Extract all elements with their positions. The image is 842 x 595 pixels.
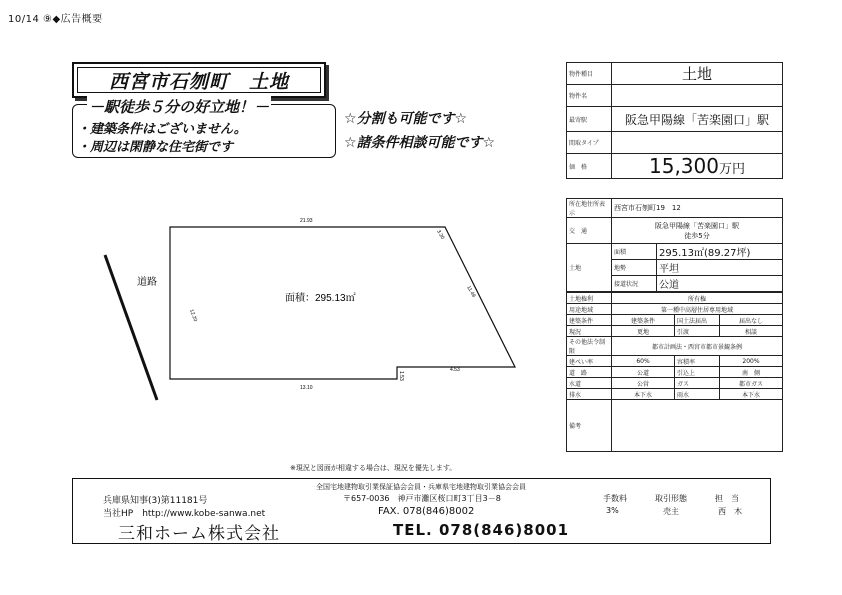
detail-label: その他法令制限 [567, 337, 612, 356]
detail-value: 200% [720, 356, 783, 367]
company-address: 〒657-0036 神戸市灘区桜口町3丁目3－8 [343, 494, 501, 503]
detail-label: 建築条件 [567, 315, 612, 326]
page-header: 10/14 ⑨◆広告概要 [8, 14, 103, 25]
fee-value: 3% [606, 506, 619, 515]
detail-value: 公道 [612, 367, 675, 378]
road-label: 道路 [137, 277, 157, 288]
land-label: 土地 [567, 244, 612, 292]
detail-label: 容積率 [675, 356, 720, 367]
company-fax: FAX. 078(846)8002 [378, 506, 475, 517]
area-label: 面積 [612, 244, 657, 260]
promo-headline: －駅徒歩５分の好立地！－ [89, 98, 270, 116]
detail-value: 建築条件 [612, 315, 675, 326]
address-value: 西宮市石刎町19 12 [612, 199, 783, 218]
footer-box [72, 478, 771, 544]
detail-value: 都市ガス [720, 378, 783, 389]
promo-line-conditions: ・建築条件はございません。 [77, 122, 247, 137]
traffic-cell [612, 218, 783, 244]
row-value-station: 阪急甲陽線「苦楽園口」駅 [612, 107, 783, 132]
detail-label: ガス [675, 378, 720, 389]
detail-label: 土地権利 [567, 293, 612, 304]
detail-value: 公営 [612, 378, 675, 389]
detail-label: 国土法届出 [675, 315, 720, 326]
detail-value: 南 側 [720, 367, 783, 378]
row-label-layout: 間取タイプ [567, 132, 612, 154]
price-cell [612, 154, 783, 179]
shape-value: 平坦 [657, 260, 783, 276]
staff-value: 西 木 [718, 507, 742, 516]
row-label-station: 最寄駅 [567, 107, 612, 132]
mode-label: 取引形態 [655, 494, 687, 503]
area-label: 面積：295.13㎡ [285, 293, 356, 304]
detail-label: 水道 [567, 378, 612, 389]
traffic-line-2: 徒歩5分 [684, 231, 710, 240]
promo-line-neighborhood: ・周辺は閑静な住宅街です [77, 140, 234, 155]
area-value: 295.13㎡(89.27坪) [657, 244, 783, 260]
promo-box [72, 98, 336, 158]
dim-right-top: 3.20 [435, 229, 446, 241]
dim-step: 4.53 [450, 367, 460, 373]
address-label: 所在地住所表示 [567, 199, 612, 218]
detail-label: 引渡 [675, 326, 720, 337]
row-label-price: 価 格 [567, 154, 612, 179]
company-tel: TEL. 078(846)8001 [393, 521, 570, 539]
summary-table [566, 62, 783, 179]
remarks-label: 備考 [567, 400, 612, 452]
price-unit: 万円 [718, 162, 745, 177]
detail-value: 第一種中高層住居専用地域 [612, 304, 783, 315]
traffic-line-1: 阪急甲陽線「苦楽園口」駅 [655, 221, 739, 230]
title-box [72, 62, 326, 98]
detail-label: 道 路 [567, 367, 612, 378]
detail-value: 60% [612, 356, 675, 367]
footnote: ※現況と図面が相違する場合は、現況を優先します。 [290, 464, 457, 472]
detail-value: 更地 [612, 326, 675, 337]
dim-top: 21.93 [300, 218, 313, 224]
row-label-name: 物件名 [567, 85, 612, 107]
row-value-type: 土地 [612, 63, 783, 85]
property-title: 西宮市石刎町 土地 [77, 67, 321, 93]
detail-label: 引込上 [675, 367, 720, 378]
association-membership: 全国宅地建物取引業保証協会会員・兵庫県宅地建物取引業協会会員 [316, 483, 526, 491]
fee-label: 手数料 [603, 494, 627, 503]
remarks-value [612, 400, 783, 452]
price-value: 15,300 [649, 154, 719, 178]
detail-value: 相談 [720, 326, 783, 337]
detail-value: 本下水 [720, 389, 783, 400]
row-label-type: 物件種目 [567, 63, 612, 85]
detail-label: 建ぺい率 [567, 356, 612, 367]
shape-label: 地勢 [612, 260, 657, 276]
dim-left: 12.20 [188, 308, 199, 323]
company-website[interactable]: 当社HP http://www.kobe-sanwa.net [103, 509, 266, 519]
dim-step-vertical: 1.53 [398, 371, 404, 381]
detail-label: 用途地域 [567, 304, 612, 315]
traffic-label: 交 通 [567, 218, 612, 244]
detail-label: 現況 [567, 326, 612, 337]
license-number: 兵庫県知事(3)第11181号 [103, 496, 208, 506]
company-name: 三和ホーム株式会社 [118, 524, 280, 544]
star-line-installment: ☆分割も可能です☆ [344, 111, 468, 127]
mode-value: 売主 [663, 507, 679, 516]
detail-table [566, 292, 783, 452]
road-label: 接道状況 [612, 276, 657, 292]
detail-label: 排水 [567, 389, 612, 400]
site-plan [95, 205, 535, 405]
dim-right: 11.49 [465, 285, 477, 299]
row-value-name [612, 85, 783, 107]
detail-value: 所有権 [612, 293, 783, 304]
dim-bottom: 13.10 [300, 385, 313, 391]
row-value-layout [612, 132, 783, 154]
star-line-negotiable: ☆諸条件相談可能です☆ [344, 135, 496, 151]
detail-value: 本下水 [612, 389, 675, 400]
land-info-table [566, 198, 783, 292]
detail-value: 都市計画法・西宮市都市景観条例 [612, 337, 783, 356]
staff-label: 担 当 [715, 494, 739, 503]
road-value: 公道 [657, 276, 783, 292]
detail-label: 雨水 [675, 389, 720, 400]
detail-value: 届出なし [720, 315, 783, 326]
